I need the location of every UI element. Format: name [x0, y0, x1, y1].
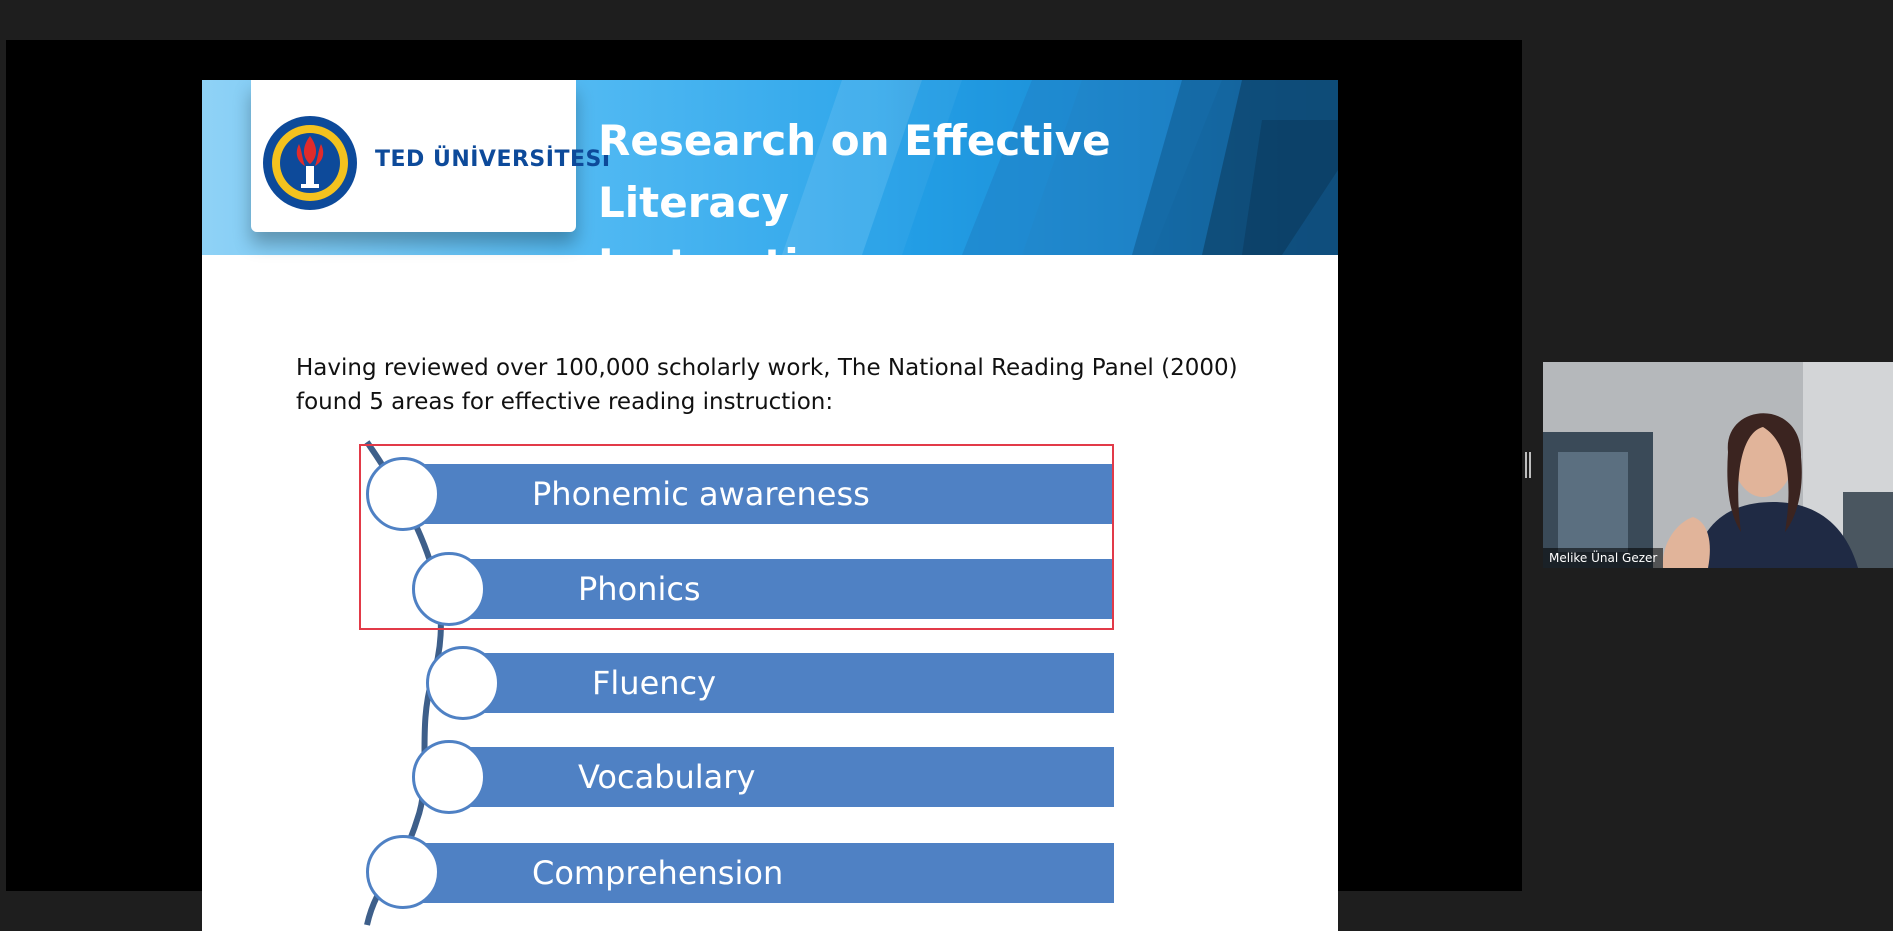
list-bullet-circle — [426, 646, 500, 720]
participant-video-feed — [1543, 362, 1893, 568]
list-bullet-circle — [366, 835, 440, 909]
list-item-label: Fluency — [592, 664, 717, 702]
university-name: TED ÜNİVERSİTESİ — [375, 147, 611, 172]
list-item — [458, 747, 1114, 807]
list-item-label: Comprehension — [532, 854, 784, 892]
slide-title: Research on Effective Literacy Instruction — [598, 116, 1111, 289]
presentation-slide — [202, 80, 1338, 931]
participant-video-tile[interactable] — [1543, 362, 1893, 568]
highlight-annotation — [359, 444, 1114, 630]
resize-handle-icon[interactable] — [1525, 452, 1531, 478]
list-item — [412, 843, 1114, 903]
screen-share-stage — [6, 40, 1522, 891]
intro-line-2: found 5 areas for effective reading instruction: — [296, 389, 834, 415]
participant-name-label: Melike Ünal Gezer — [1543, 548, 1663, 568]
list-item-label: Phonemic awareness — [532, 475, 870, 513]
intro-line-1: Having reviewed over 100,000 scholarly work, The National Reading Panel (2000) — [296, 355, 1238, 381]
list-item-label: Vocabulary — [578, 758, 756, 796]
list-item — [472, 653, 1114, 713]
list-bullet-circle — [412, 740, 486, 814]
list-item-label: Phonics — [578, 570, 701, 608]
